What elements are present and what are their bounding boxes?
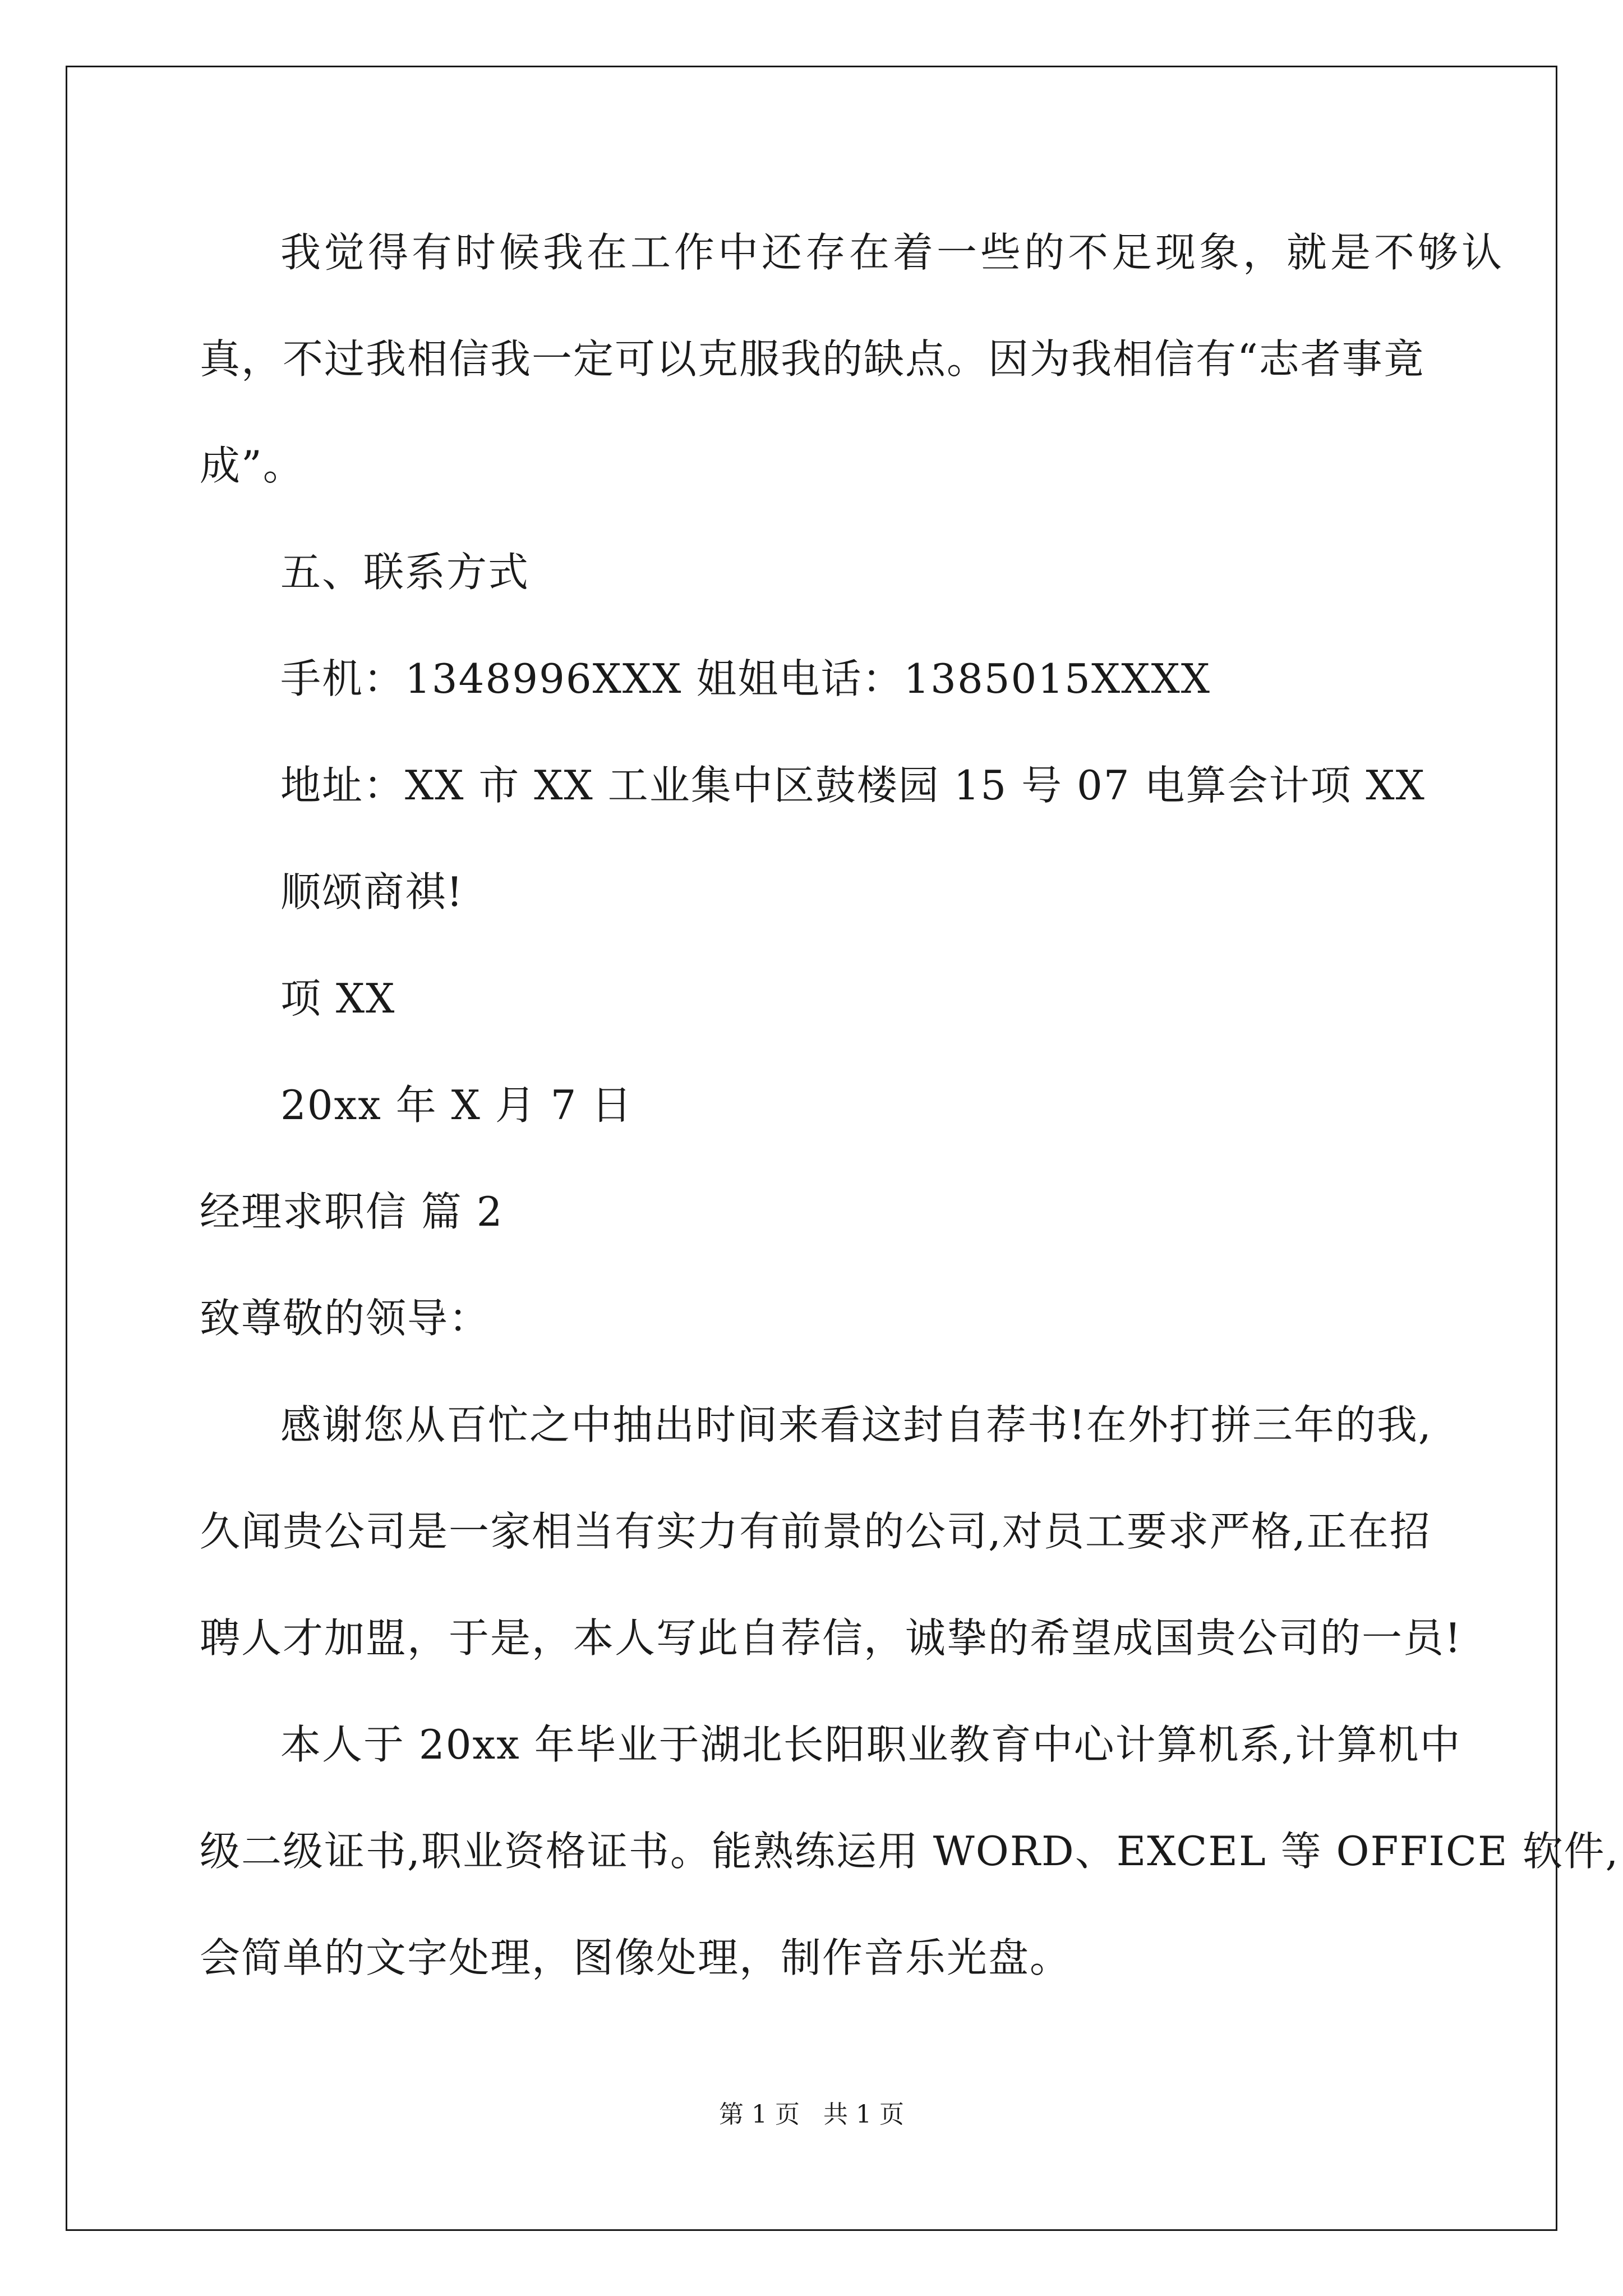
page-border: [66, 66, 1620, 2231]
paragraph-2-line-3: 聘人才加盟，于是，本人写此自荐信，诚挚的希望成国贵公司的一员!: [200, 1614, 1462, 1662]
contact-heading: 五、联系方式: [280, 549, 530, 596]
phone-line: 手机：1348996XXX 姐姐电话：1385015XXXX: [280, 655, 1211, 702]
paragraph-1-line-1: 我觉得有时候我在工作中还存在着一些的不足现象，就是不够认: [280, 229, 1503, 276]
paragraph-2-line-2: 久闻贵公司是一家相当有实力有前景的公司,对员工要求严格,正在招: [200, 1508, 1431, 1555]
date-line: 20xx 年 X 月 7 日: [280, 1082, 633, 1129]
salutation: 致尊敬的领导：: [200, 1295, 491, 1342]
paragraph-1-line-2: 真，不过我相信我一定可以克服我的缺点。因为我相信有“志者事竟: [200, 335, 1425, 383]
paragraph-1-line-3: 成”。: [200, 442, 305, 489]
paragraph-2-line-1: 感谢您从百忙之中抽出时间来看这封自荐书!在外打拼三年的我,: [280, 1401, 1432, 1448]
closing-line: 顺颂商祺!: [280, 868, 464, 915]
section-title: 经理求职信 篇 2: [200, 1188, 504, 1235]
paragraph-3-line-1: 本人于 20xx 年毕业于湖北长阳职业教育中心计算机系,计算机中: [280, 1721, 1461, 1768]
page-footer: 第 1 页 共 1 页: [719, 2100, 904, 2129]
address-line: 地址：XX 市 XX 工业集中区鼓楼园 15 号 07 电算会计项 XX: [280, 762, 1426, 809]
paragraph-3-line-3: 会简单的文字处理，图像处理，制作音乐光盘。: [200, 1934, 1072, 1981]
signature-line: 项 XX: [280, 975, 396, 1022]
paragraph-3-line-2: 级二级证书,职业资格证书。能熟练运用 WORD、EXCEL 等 OFFICE 软件,: [200, 1828, 1620, 1875]
